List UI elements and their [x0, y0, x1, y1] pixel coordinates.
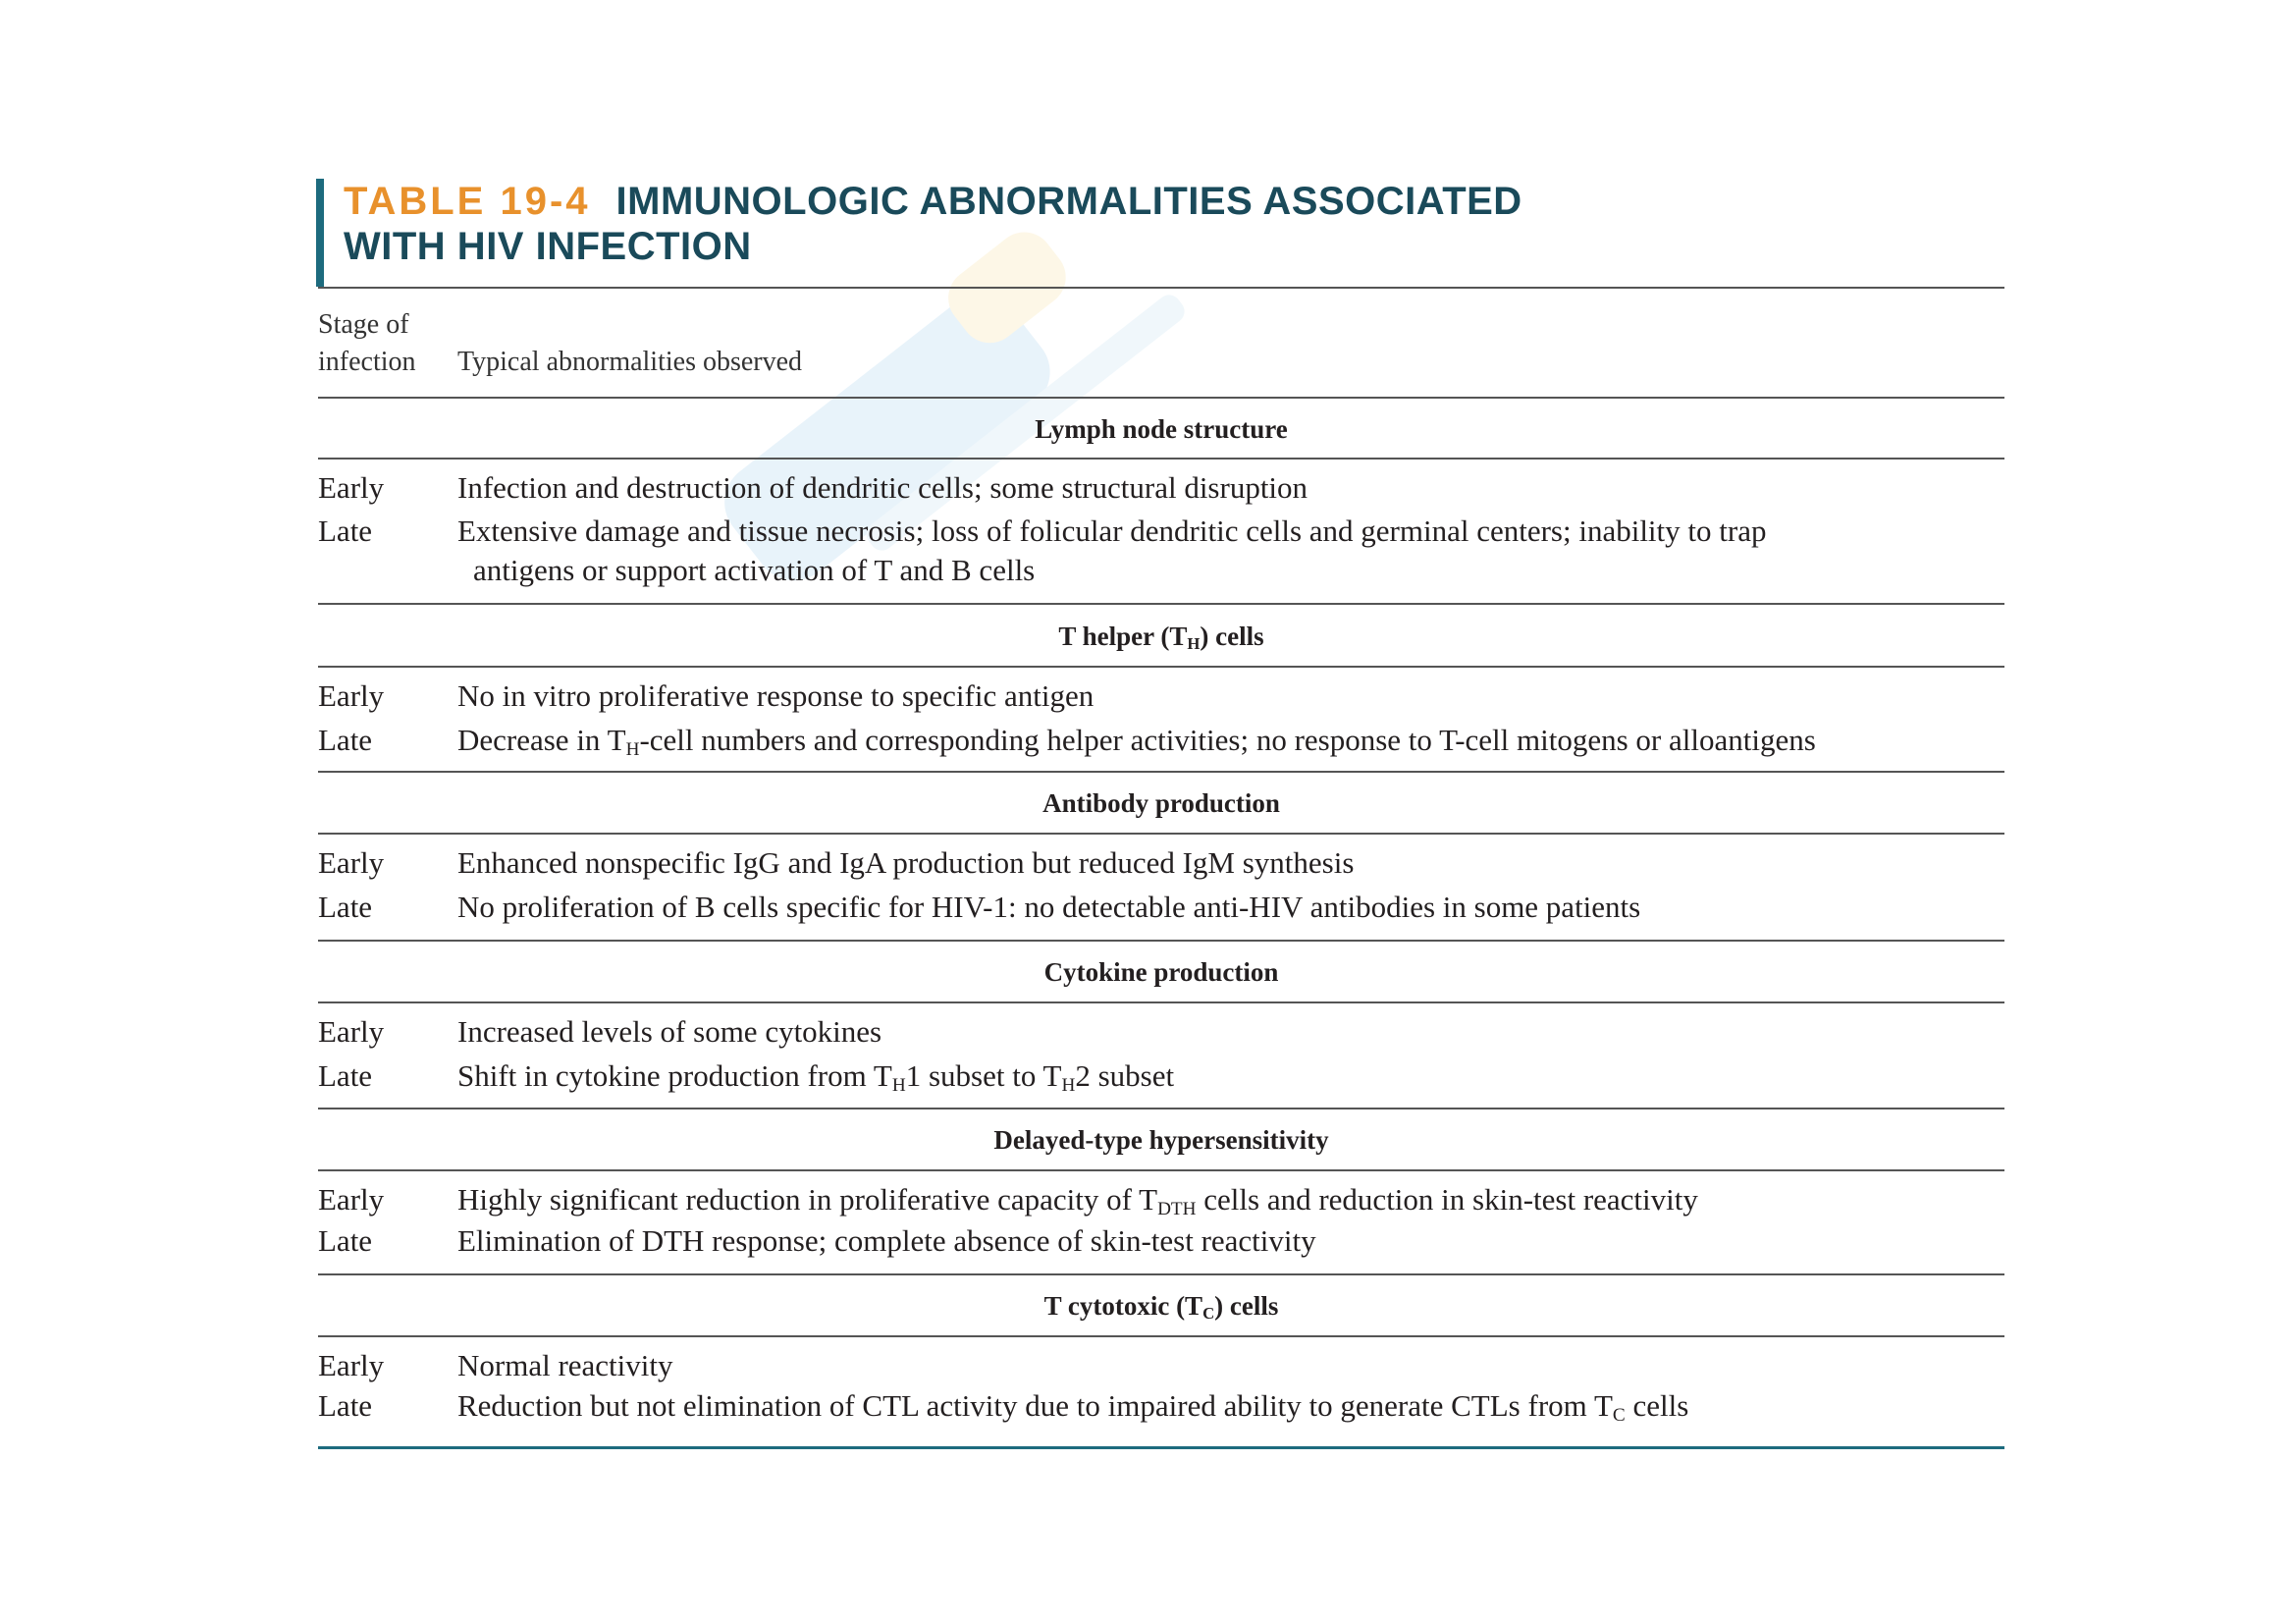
stage-late: Late: [318, 1388, 373, 1423]
table-title-text-1: IMMUNOLOGIC ABNORMALITIES ASSOCIATED: [615, 180, 1522, 223]
stage-early: Early: [318, 470, 385, 505]
section-title-t-cytotoxic: T cytotoxic $(T_C)$ cells: [1043, 1291, 1279, 1324]
stage-late: Late: [318, 1058, 373, 1093]
section-title-antibody: Antibody production: [1042, 788, 1280, 818]
section-rule: [318, 1108, 2004, 1109]
cytokine-late-description: Shift in cytokine production from $T_H1$ subset to $T_H2$ subset: [457, 1058, 1175, 1096]
section-rule: [318, 603, 2004, 605]
stage-early: Early: [318, 678, 385, 713]
t-cytotoxic-late-description: Reduction but not elimination of CTL activity due to impaired ability to generate CTLs from $T_C$ cells: [457, 1388, 1689, 1426]
column-header-stage: [318, 306, 416, 381]
section-rule: [318, 771, 2004, 773]
table-bottom-rule: [318, 1446, 2004, 1449]
stage-early: Early: [318, 845, 385, 880]
stage-early: Early: [318, 1348, 385, 1382]
dth-early-description: Highly significant reduction in proliferative capacity of $T_{DTH}$ cells and reduction in skin-test reactivity: [457, 1182, 1698, 1219]
dth-late-description: Elimination of DTH response; complete absence of skin-test reactivity: [457, 1223, 1316, 1258]
section-title-t-helper: T helper $(T_H)$ cells: [1058, 622, 1264, 654]
section-rule: [318, 1335, 2004, 1337]
stage-late: Late: [318, 1223, 373, 1258]
lymph-late-line-2: antigens or support activation of T and B cells: [473, 553, 1036, 587]
lymph-late-description: [457, 512, 2004, 590]
section-title-cytokine: Cytokine production: [1043, 957, 1279, 987]
section-title-dth: Delayed-type hypersensitivity: [993, 1125, 1329, 1155]
section-rule: [318, 1001, 2004, 1003]
t-helper-late-description: Decrease in $T_H$-cell numbers and corresponding helper activities; no response to T-cell mitogens or alloantigens: [457, 723, 1816, 760]
header-bottom-rule: [318, 397, 2004, 399]
table-title: [316, 179, 2004, 287]
section-rule: [318, 666, 2004, 668]
antibody-late-description: No proliferation of B cells specific for HIV-1: no detectable anti-HIV antibodies in some patients: [457, 890, 1641, 924]
column-header-stage-line-1: Stage of: [318, 309, 409, 340]
stage-late: Late: [318, 723, 373, 757]
antibody-early-description: Enhanced nonspecific IgG and IgA production but reduced IgM synthesis: [457, 845, 1355, 880]
section-rule: [318, 833, 2004, 835]
t-cytotoxic-early-description: Normal reactivity: [457, 1348, 673, 1382]
cytokine-early-description: Increased levels of some cytokines: [457, 1014, 882, 1049]
section-rule: [318, 1169, 2004, 1171]
stage-early: Early: [318, 1182, 385, 1217]
section-rule: [318, 1273, 2004, 1275]
t-helper-early-description: No in vitro proliferative response to specific antigen: [457, 678, 1095, 713]
section-title-lymph-node: Lymph node structure: [1035, 414, 1288, 444]
table-number: TABLE 19-4: [344, 180, 591, 223]
lymph-early-description: Infection and destruction of dendritic cells; some structural disruption: [457, 470, 1308, 505]
lymph-late-line-1: Extensive damage and tissue necrosis; loss of folicular dendritic cells and germinal centers; inability to trap: [457, 514, 1767, 548]
section-rule: [318, 458, 2004, 460]
stage-late: Late: [318, 514, 373, 548]
section-rule: [318, 940, 2004, 942]
stage-late: Late: [318, 890, 373, 924]
table-title-line-1: [344, 179, 2004, 224]
table-title-line-2: WITH HIV INFECTION: [344, 225, 752, 268]
column-header-stage-line-2: infection: [318, 347, 416, 377]
column-header-description: Typical abnormalities observed: [457, 347, 803, 377]
stage-early: Early: [318, 1014, 385, 1049]
header-top-rule: [318, 287, 2004, 289]
